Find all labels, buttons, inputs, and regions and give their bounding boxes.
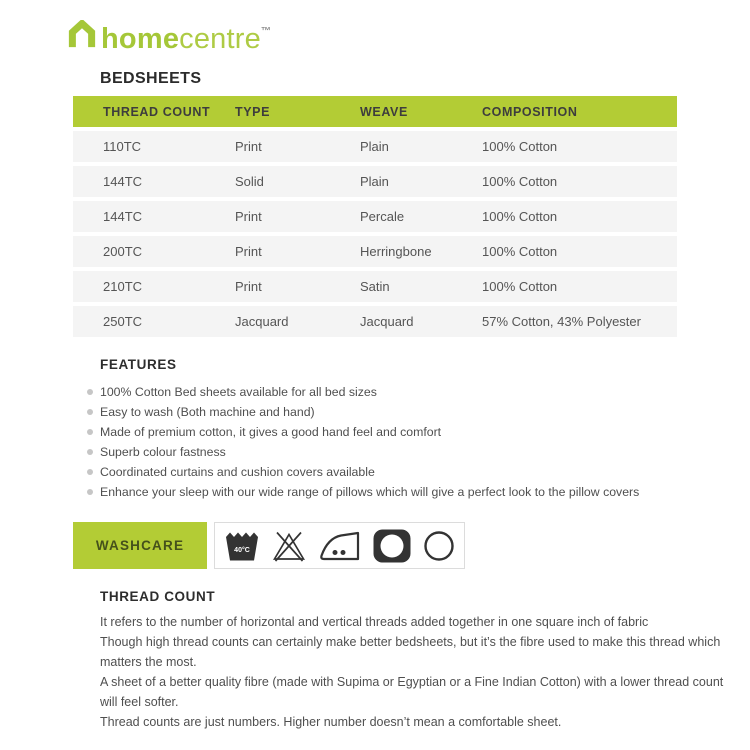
list-item [100,382,750,402]
list-item [100,462,750,482]
cell-weave: Herringbone [360,244,432,259]
table-row [73,166,677,197]
dry-clean-icon [421,528,457,564]
brand-logo [67,17,750,55]
cell-composition: 100% Cotton [482,209,558,224]
cell-composition: 57% Cotton, 43% Polyester [482,314,641,329]
table-row [73,131,677,162]
bullet-icon [87,389,93,395]
do-not-bleach-icon [270,528,308,564]
cell-thread-count: 110TC [103,139,142,154]
cell-type: Jacquard [235,314,289,329]
table-row [73,271,677,302]
bullet-icon [87,449,93,455]
cell-thread-count: 144TC [103,209,143,224]
col-header-composition: COMPOSITION [482,104,578,119]
brand-centre-text: centre [179,23,261,55]
features-heading: FEATURES [100,357,177,372]
paragraph: Thread counts are just numbers. Higher number doesn’t mean a comfortable sheet. [100,715,562,729]
list-item [100,402,750,422]
cell-thread-count: 144TC [103,174,143,189]
thread-count-heading: THREAD COUNT [100,589,216,604]
cell-thread-count: 210TC [103,279,143,294]
cell-type: Print [235,139,262,154]
list-item [100,422,750,442]
cell-weave: Plain [360,174,389,189]
list-item [100,482,750,502]
brand-wordmark [101,17,271,54]
page-title: BEDSHEETS [100,70,202,87]
tumble-dry-icon [372,528,412,564]
bullet-icon [87,429,93,435]
bedsheet-spec-table [73,96,677,337]
table-row [73,236,677,267]
col-header-thread-count: THREAD COUNT [103,104,211,119]
feature-text: 100% Cotton Bed sheets available for all bed sizes [100,385,377,399]
cell-type: Print [235,244,262,259]
bullet-icon [87,469,93,475]
cell-type: Solid [235,174,264,189]
thread-count-copy [100,612,724,732]
cell-thread-count: 250TC [103,314,143,329]
feature-text: Easy to wash (Both machine and hand) [100,405,315,419]
table-row [73,201,677,232]
machine-wash-40c-icon [223,528,261,564]
feature-text: Made of premium cotton, it gives a good hand feel and comfort [100,425,442,439]
table-header-row [73,96,677,127]
iron-icon [317,528,363,564]
cell-type: Print [235,279,262,294]
cell-composition: 100% Cotton [482,279,558,294]
cell-weave: Percale [360,209,405,224]
cell-composition: 100% Cotton [482,244,558,259]
feature-text: Superb colour fastness [100,445,226,459]
house-icon [67,20,97,48]
features-list [0,382,750,502]
table-row [73,306,677,337]
washcare-label: WASHCARE [73,522,207,569]
bullet-icon [87,409,93,415]
cell-weave: Plain [360,139,389,154]
list-item [100,442,750,462]
washcare-section [73,522,750,569]
cell-composition: 100% Cotton [482,174,558,189]
trademark-symbol: ™ [260,26,271,37]
wash-temp-text: 40°C [233,546,250,554]
cell-type: Print [235,209,262,224]
cell-weave: Jacquard [360,314,414,329]
cell-thread-count: 200TC [103,244,143,259]
cell-composition: 100% Cotton [482,139,558,154]
bullet-icon [87,489,93,495]
cell-weave: Satin [360,279,390,294]
paragraph: It refers to the number of horizontal and vertical threads added together in one square inch of fabric [100,615,649,629]
col-header-weave: WEAVE [360,104,408,119]
brand-home-text: home [101,23,180,55]
washcare-icon-strip [214,522,465,569]
col-header-type: TYPE [235,104,271,119]
paragraph: A sheet of a better quality fibre (made with Supima or Egyptian or a Fine Indian Cotton) with a lower thread count will feel softer. [100,675,724,709]
feature-text: Coordinated curtains and cushion covers available [100,465,375,479]
paragraph: Though high thread counts can certainly make better bedsheets, but it’s the fibre used to make this thread which matters the most. [100,635,721,669]
feature-text: Enhance your sleep with our wide range of pillows which will give a perfect look to the pillow covers [100,485,640,499]
